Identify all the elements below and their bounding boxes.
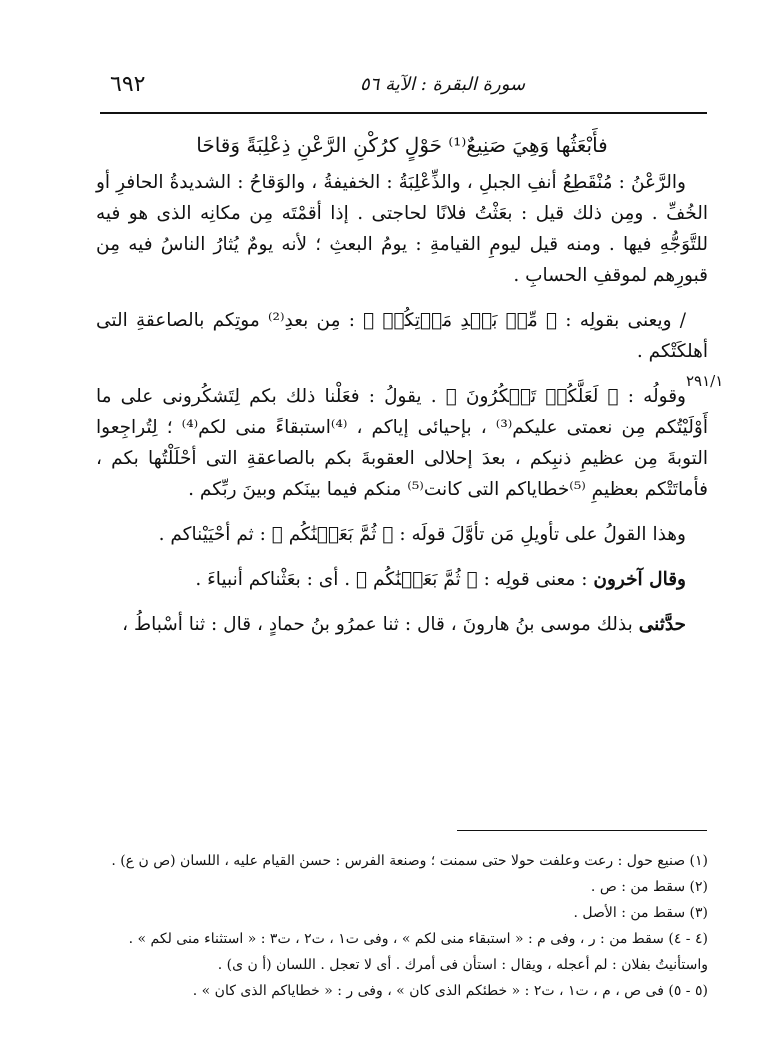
paragraph-6-text: بذلك موسى بنُ هارونَ ، قال : ثنا عمرُو بنُ حمادٍ ، قال : ثنا أسْباطُ ، [122,614,639,635]
footnote-divider [457,830,707,831]
paragraph-6-lead: حدَّثنى [638,614,686,635]
footnote-3: (٣) سقط من : الأصل . [573,905,708,921]
paragraph-6 [96,609,708,640]
running-title: سورة البقرة : الآية ٥٦ [360,74,526,95]
paragraph-1: والرَّعْنُ : مُنْقَطِعُ أنفِ الجبلِ ، والذِّعْلِبَةُ : الخفيفةُ ، والوَقاحُ : الشديدةُ الحافرِ أو الخُفِّ . ومِن ذلك قيل : بعَثْتُ فلانًا لحاجتى . إذا أقمْتَه مِن مكانِه الذى هو فيه للتَّوَجُّهِ فيها . ومنه قيل ليومِ القيامةِ : يومُ البعثِ ؛ لأنه يومٌ يُثارُ الناسُ فيه مِن قبورِهم لموقفِ الحسابِ . [96,172,708,286]
paragraph-3: وقولُه : ﴿ لَعَلَّكُمۡ تَشۡكُرُونَ ﴾ . يقولُ : فعَلْنا ذلك بكم لِتَشكُرونى على ما أَوْلَيْتُكم مِن نعمتى عليكم⁽³⁾ ، بإحيائى إياكم ، ⁽⁴⁾استبقاءً منى لكم⁽⁴⁾ ؛ لِتُراجِعوا التوبةَ مِن عظيمِ ذنبِكم ، بعدَ إحلالى العقوبةَ بكم بالصاعقةِ التى أحْلَلْتُها بكم ، فأماتَتْكم بعظيمِ ⁽⁵⁾خطاياكم التى كانت⁽⁵⁾ منكم فيما بينَكم وبينَ ربِّكم . [96,386,708,500]
footnote-5: (٥ - ٥) فى ص ، م ، ت١ ، ت٢ : « خطئكم الذى كان » ، وفى ر : « خطاياكم الذى كان » . [192,983,708,999]
paragraph-5-lead: وقال آخرون [593,569,686,590]
main-text [96,130,708,646]
margin-reference: ٢٩١/١ [686,372,724,390]
running-header [110,70,700,104]
paragraph-5 [96,564,708,595]
footnotes [92,848,708,1004]
footnote-1: (١) صنيع حول : رعت وعلفت حولا حتى سمنت ؛ وصنعة الفرس : حسن القيام عليه ، اللسان (ص ن ع) . [111,853,708,869]
page-number: ٦٩٢ [110,72,146,97]
footnote-4: (٤ - ٤) سقط من : ر ، وفى م : « استبقاء منى لكم » ، وفى ت١ ، ت٢ ، ت٣ : « استثناء منى لكم » . واستأنيتُ بفلان : لم أعجله ، ويقال : استأن فى أمرك . أى لا تعجل . اللسان (أ ن ى) . [128,931,708,973]
poetry-verse: فأَبْعَثُها وَهِيَ صَنِيعٌ⁽¹⁾ حَوْلٍ كرُكْنِ الرَّعْنِ ذِعْلِبَةً وَقاحَا [196,133,608,157]
paragraph-5-text: : معنى قولِه : ﴿ ثُمَّ بَعَثۡنَٰكُم ﴾ . أى : بعَثْناكم أنبياءَ . [195,569,594,590]
header-divider [100,112,707,114]
paragraph-2: / ويعنى بقولِه : ﴿ مِّنۢ بَعۡدِ مَوۡتِكُمۡ ﴾ : مِن بعدِ⁽²⁾ موتِكم بالصاعقةِ التى أهلكَتْكم . [96,310,708,362]
paragraph-4: وهذا القولُ على تأويلِ مَن تأوَّلَ قولَه : ﴿ ثُمَّ بَعَثۡنَٰكُم ﴾ : ثم أحْيَيْناكم . [158,524,686,545]
footnote-2: (٢) سقط من : ص . [590,879,708,895]
